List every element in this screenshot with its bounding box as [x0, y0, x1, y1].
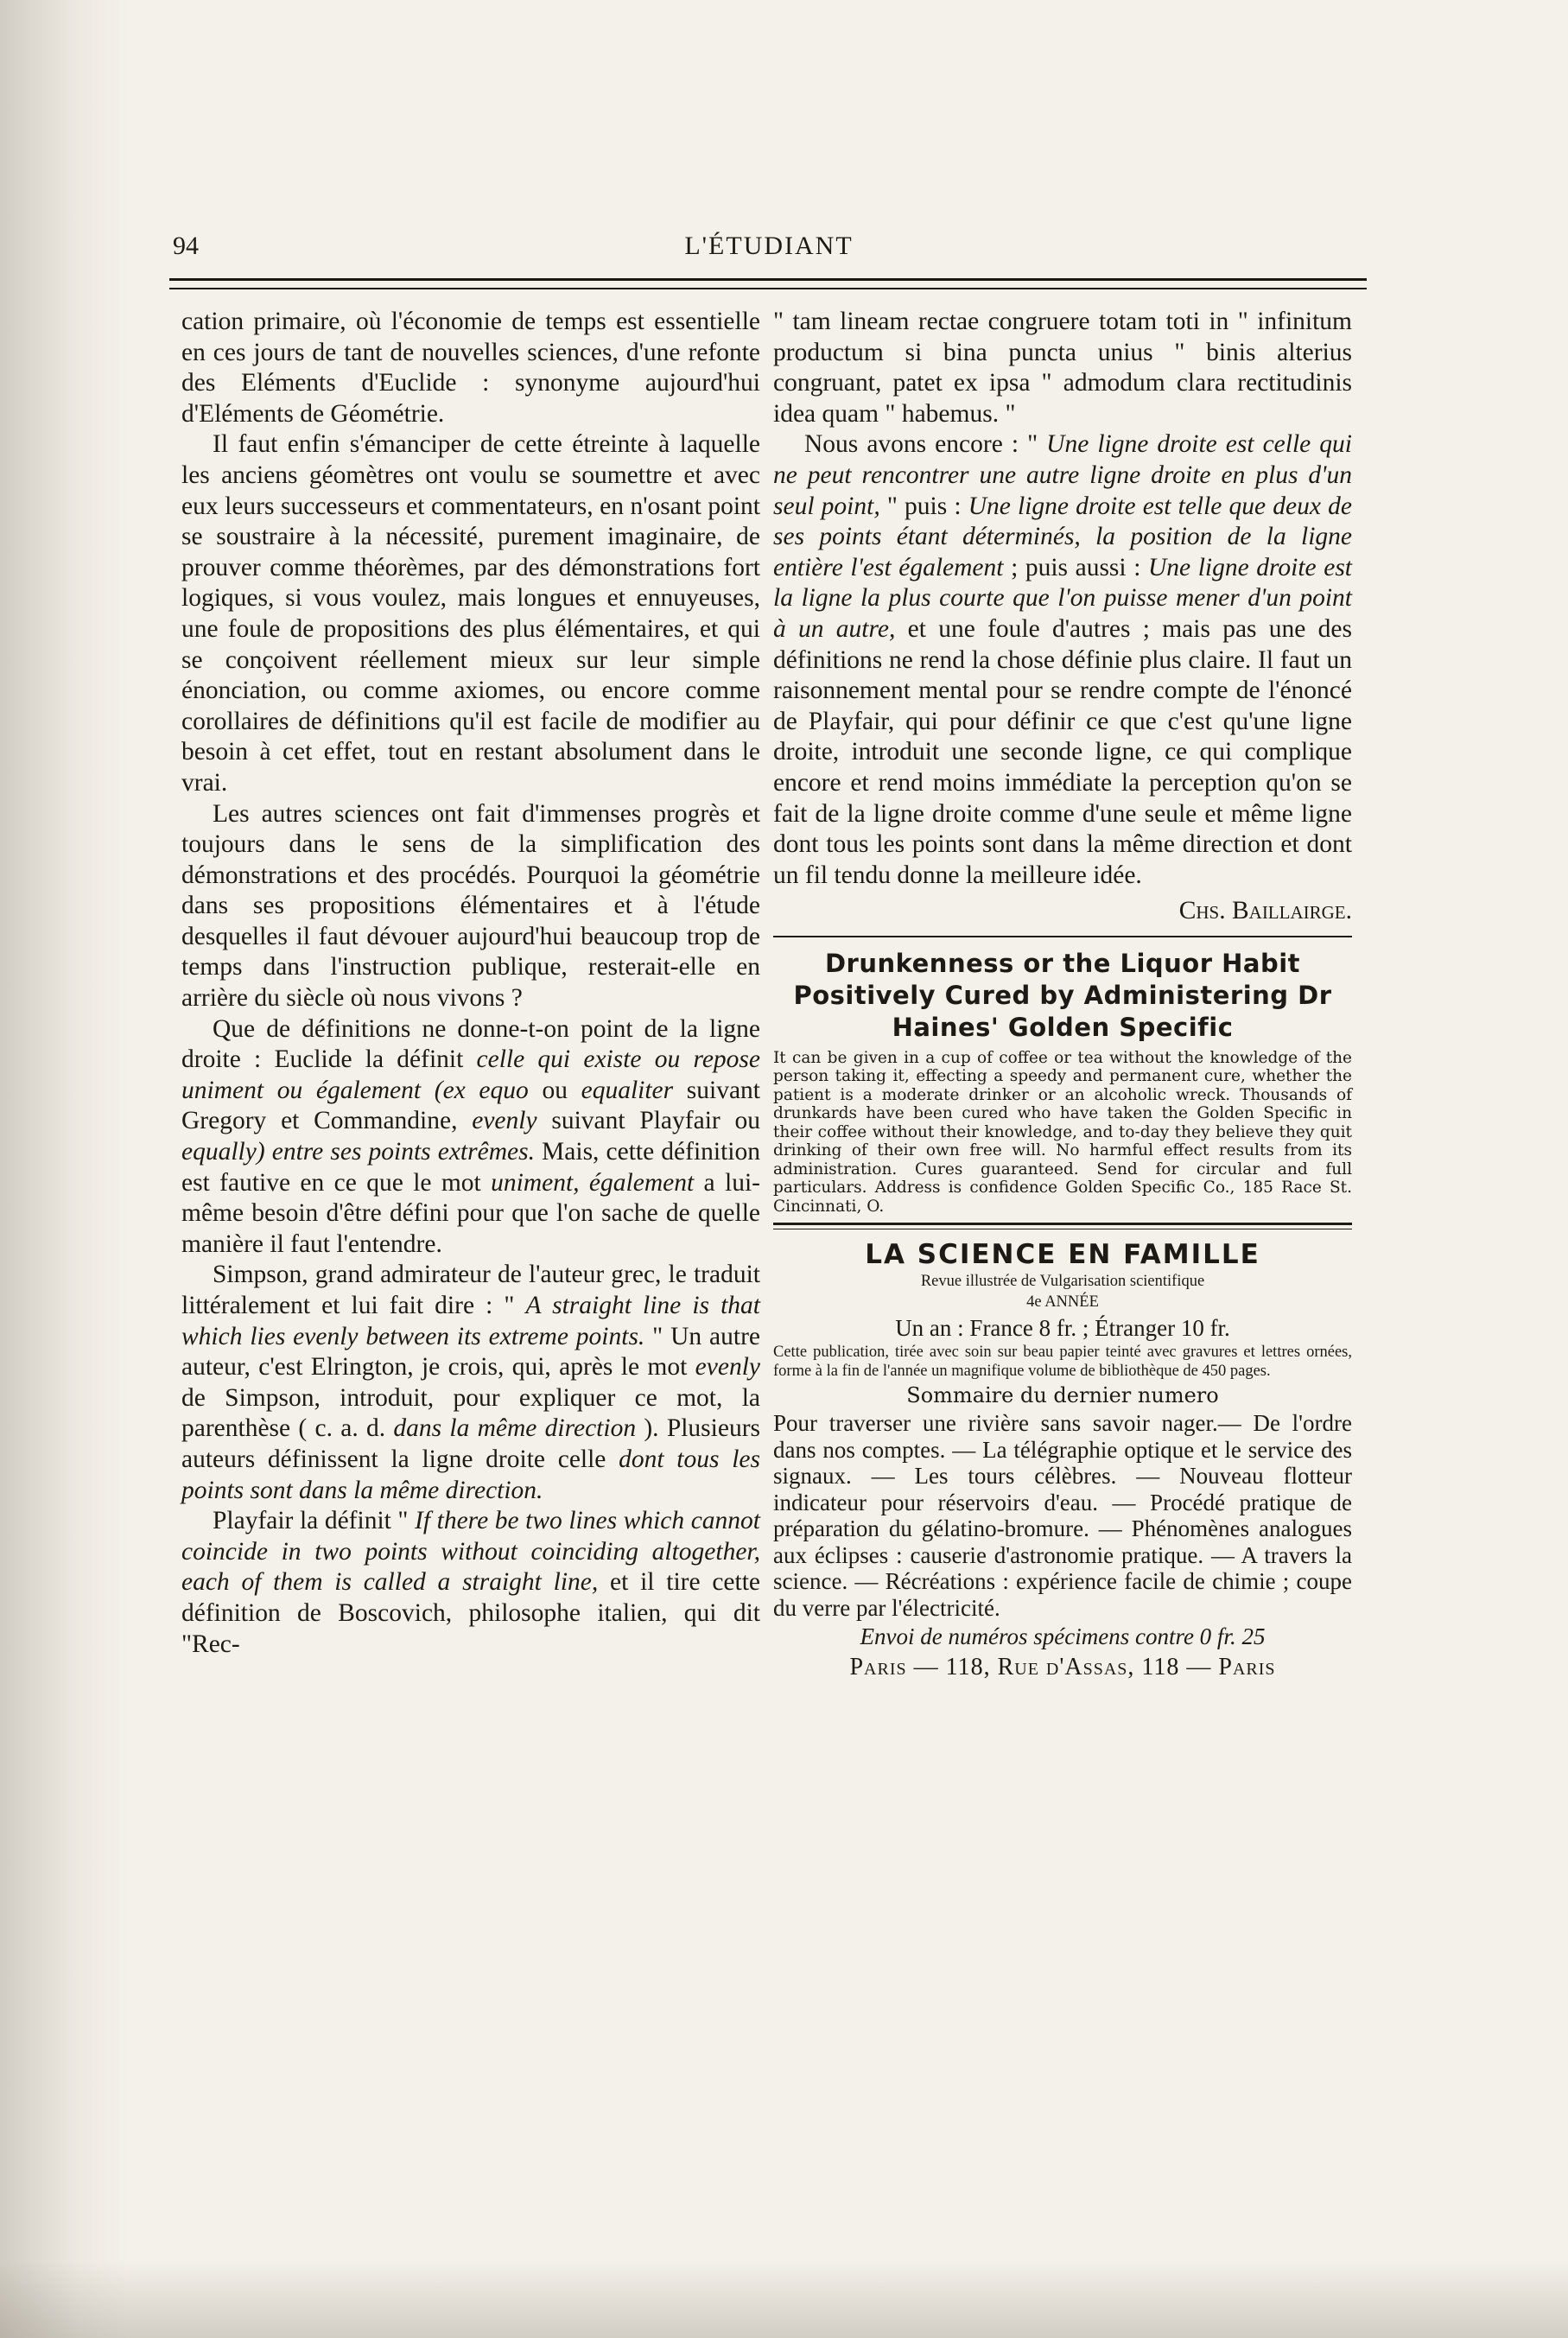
text-run: suivant Playfair ou [536, 1107, 760, 1135]
text-run: et il tire cette définition de Boscovich, philosophe italien, qui dit "Rec- [181, 1568, 760, 1658]
italic-run: If there be two lines which cannot coincide in two points without coinciding altogether, each of them is called a straight line, [181, 1507, 760, 1597]
italic-run: celle qui existe ou repose uniment ou également (ex equo [181, 1045, 761, 1104]
text-run: ). Plusieurs auteurs définissent la ligne droite celle [181, 1414, 760, 1473]
running-title: L'ÉTUDIANT [684, 232, 854, 260]
paragraph: cation primaire, où l'économie de temps est essentielle en ces jours de tant de nouvelles sciences, d'une refonte des Eléments d'Euclide : synonyme aujourd'hui d'Eléments de Géométrie. [181, 308, 760, 428]
publisher-address: Paris — 118, Rue d'Assas, 118 — Paris [849, 1654, 1276, 1681]
paragraph [181, 1506, 760, 1660]
page-number: 94 [173, 232, 199, 260]
text-run: de Simpson, introduit, pour expliquer ce mot, la parenthèse ( c. a. d. [181, 1383, 760, 1443]
text-run: suivant Gregory et Commandine, [181, 1076, 761, 1135]
page-shadow-bottom [0, 2260, 1568, 2338]
page-shadow-left [0, 0, 130, 2338]
paragraph: Les autres sciences ont fait d'immenses progrès et toujours dans le sens de la simplification des démonstrations et des procédés. Pourquoi la géométrie dans ses propositions élémentaires et à l'étude desquelles il faut dévouer aujourd'hui beaucoup trop de temps dans l'instruction publique, resterait-elle en arrière du siècle où nous vivons ? [181, 799, 760, 1013]
italic-run: A straight line is that which lies evenly between its extreme points. [181, 1292, 760, 1350]
paragraph: " tam lineam rectae congruere totam toti in " infinitum productum si bina puncta unius " binis alterius congruant, patet ex ipsa " admodum clara rectitudinis idea quam " habemus. " [773, 308, 1352, 428]
advertisement-text: It can be given in a cup of coffee or tea without the knowledge of the person taking it, effecting a speedy and permanent cure, whether the patient is a moderate drinker or an alcoholic wreck. Thousands of drunkards have been cured who have taken the Golden Specific in their coffee without their knowledge, and to-day they believe they quit drinking of their own free will. No harmful effect results from its administration. Cures guaranteed. Send for circular and full particulars. Address is confidence Golden Specific Co., 185 Race St. Cincinnati, O. [773, 1048, 1352, 1216]
italic-run: equaliter [581, 1076, 674, 1104]
italic-run: Une ligne droite est celle qui ne peut rencontrer une autre ligne droite en plus d'un seul point, [773, 430, 1352, 520]
subscription-price: Un an : France 8 fr. ; Étranger 10 fr. [895, 1315, 1230, 1342]
advertisement-year: 4e ANNÉE [1026, 1293, 1099, 1312]
italic-run: dans la même direction [393, 1414, 637, 1443]
paragraph [181, 1014, 760, 1261]
text-run: et une foule d'autres ; mais pas une des définitions ne rend la chose définie plus claire. Il faut un raisonnement mental pour se rendre compte de l'énoncé de Playfair, qui pour définir ce que c'est qu'une ligne droite, introduit une seconde ligne, ce qui complique encore et rend moins immédiate la perception qu'on se fait de la ligne droite comme d'une seule et même ligne dont tous les points sont dans la même direction et dont un fil tendu donne la meilleure idée. [773, 614, 1352, 889]
text-run: ou [528, 1076, 581, 1104]
advertisement-text: Cette publication, tirée avec soin sur beau papier teinté avec gravures et lettres ornées, forme à la fin de l'année un magnifique volume de bibliothèque de 450 pages. [773, 1344, 1352, 1380]
paragraph [773, 429, 1352, 891]
text-run: a lui-même besoin d'être défini pour que l'on sache de quelle manière il faut l'entendre. [181, 1168, 760, 1258]
right-column [773, 307, 1352, 1683]
text-run: ; puis aussi : [1003, 553, 1148, 581]
sommaire-heading: Sommaire du dernier numero [906, 1383, 1219, 1408]
text-run: Simpson, grand admirateur de l'auteur grec, le traduit littéralement et lui fait dire : " [181, 1261, 760, 1319]
paragraph [181, 1260, 760, 1506]
italic-run: Une ligne droite est la ligne la plus courte que l'on puisse mener d'un point à un autre, [773, 553, 1352, 643]
sommaire-contents: Pour traverser une rivière sans savoir nager.— De l'ordre dans nos comptes. — La télégraphie optique et le service des signaux. — Les tours célèbres. — Nouveau flotteur indicateur pour réservoirs d'eau. — Procédé pratique de préparation du gélatino-bromure. — Phénomènes analogues aux éclipses : causerie d'astronomie pratique. — A travers la science. — Récréations : expérience facile de chimie ; coupe du verre par l'électricité. [773, 1410, 1352, 1621]
italic-run: evenly [472, 1107, 537, 1135]
text-run: Nous avons encore : " [804, 430, 1047, 459]
page-header [173, 232, 1365, 271]
text-run: " puis : [879, 492, 968, 520]
left-column [181, 307, 760, 1660]
text-run: Que de définitions ne donne-t-on point de la ligne droite : Euclide la définit [181, 1014, 760, 1074]
text-run: Mais, cette définition est fautive en ce que le mot [181, 1138, 760, 1197]
section-rule [773, 1223, 1352, 1229]
paragraph: Il faut enfin s'émanciper de cette étreinte à laquelle les anciens géomètres ont voulu se soumettre et avec eux leurs successeurs et commentateurs, en n'osant point se soustraire à la nécessité, purement imaginaire, de prouver comme théorèmes, par des démonstrations fort logiques, si vous voulez, mais longues et ennuyeuses, une foule de propositions des plus élémentaires, et qui se conçoivent réellement mieux sur leur simple énonciation, ou comme axiomes, ou encore comme corollaires de définitions qu'il est facile de modifier au besoin à cet effet, tout en restant absolument dans le vrai. [181, 430, 760, 797]
italic-run: dont tous les points sont dans la même direction. [181, 1445, 760, 1504]
advertisement-subtitle: Revue illustrée de Vulgarisation scientifique [920, 1273, 1205, 1291]
advertisement-title: LA SCIENCE EN FAMILLE [865, 1239, 1260, 1271]
section-rule [773, 936, 1352, 937]
specimen-offer: Envoi de numéros spécimens contre 0 fr. 25 [860, 1623, 1266, 1650]
italic-run: uniment, également [491, 1168, 695, 1197]
header-rule [169, 278, 1367, 289]
italic-run: evenly [695, 1353, 760, 1382]
text-run: " Un autre auteur, c'est Elrington, je crois, qui, après le mot [181, 1322, 760, 1382]
signature: Chs. Baillairge. [1178, 897, 1352, 925]
italic-run: Une ligne droite est telle que deux de ses points étant déterminés, la position de la ligne entière l'est également [773, 492, 1352, 581]
text-run: Playfair la définit " [213, 1507, 416, 1535]
advertisement-title: Drunkenness or the Liquor Habit Positively Cured by Administering Dr Haines' Golden Specific [793, 948, 1332, 1042]
italic-run: equally) entre ses points extrêmes. [181, 1138, 535, 1166]
